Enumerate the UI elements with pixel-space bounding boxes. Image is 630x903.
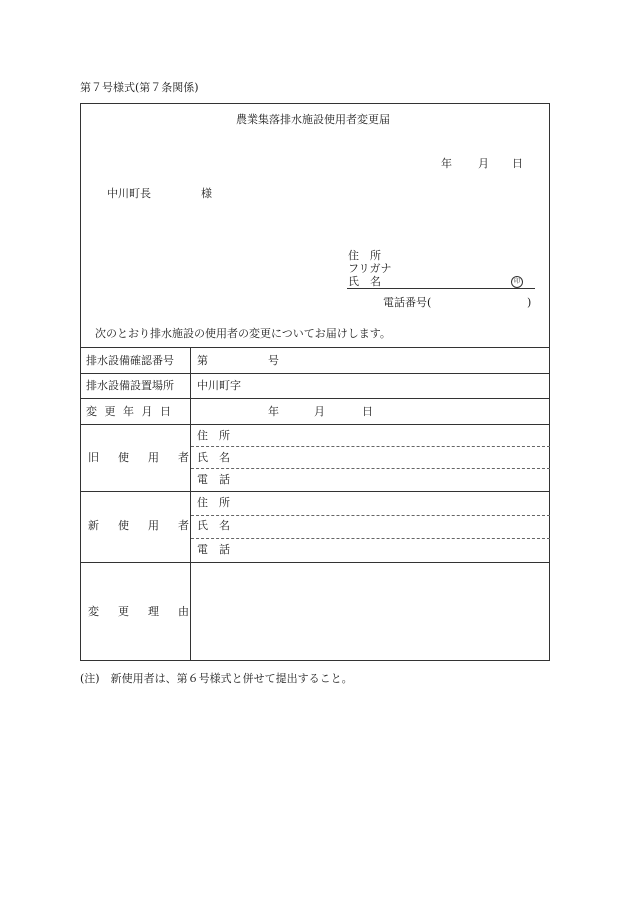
new-user-phone-label: 電 話	[197, 543, 230, 556]
table-top-line	[80, 347, 550, 348]
applicant-name-label: 氏 名	[348, 275, 381, 288]
old-user-address-label: 住 所	[197, 429, 230, 442]
name-underline	[347, 288, 535, 289]
date-month: 月	[478, 157, 489, 170]
new-user-label: 新 使 用 者	[88, 519, 193, 532]
old-user-divider-1	[191, 446, 550, 447]
row-line-1	[80, 373, 550, 374]
row-label-location: 排水設備設置場所	[86, 379, 174, 392]
old-user-divider-2	[191, 468, 550, 469]
applicant-furigana-label: フリガナ	[348, 262, 392, 275]
applicant-address-label: 住 所	[348, 249, 381, 262]
date-year: 年	[441, 157, 452, 170]
confirmation-suffix: 号	[268, 354, 279, 367]
form-number: 第７号様式(第７条関係)	[80, 81, 199, 94]
change-date-month: 月	[314, 405, 325, 418]
row-label-confirmation-number: 排水設備確認番号	[86, 354, 174, 367]
statement-text: 次のとおり排水施設の使用者の変更についてお届けします。	[95, 327, 391, 340]
change-date-year: 年	[268, 405, 279, 418]
phone-label: 電話番号(	[383, 296, 432, 309]
row-line-5	[80, 562, 550, 563]
reason-label: 変 更 理 由	[88, 605, 193, 618]
change-date-day: 日	[362, 405, 373, 418]
new-user-divider-1	[191, 515, 550, 516]
form-title: 農業集落排水施設使用者変更届	[236, 113, 390, 126]
old-user-label: 旧 使 用 者	[88, 451, 193, 464]
addressee-honorific: 様	[201, 187, 212, 200]
date-day: 日	[512, 157, 523, 170]
new-user-divider-2	[191, 538, 550, 539]
new-user-address-label: 住 所	[197, 496, 230, 509]
new-user-name-label: 氏 名	[197, 519, 230, 532]
row-label-change-date: 変 更 年 月 日	[86, 405, 173, 418]
addressee-name: 中川町長	[107, 187, 151, 200]
seal-mark: 印	[511, 276, 523, 288]
footnote: (注) 新使用者は、第６号様式と併せて提出すること。	[80, 672, 353, 685]
location-value: 中川町字	[197, 379, 241, 392]
phone-close: )	[527, 296, 532, 309]
row-line-3	[80, 424, 550, 425]
old-user-phone-label: 電 話	[197, 473, 230, 486]
old-user-name-label: 氏 名	[197, 451, 230, 464]
row-line-4	[80, 491, 550, 492]
row-line-2	[80, 398, 550, 399]
confirmation-prefix: 第	[197, 354, 208, 367]
